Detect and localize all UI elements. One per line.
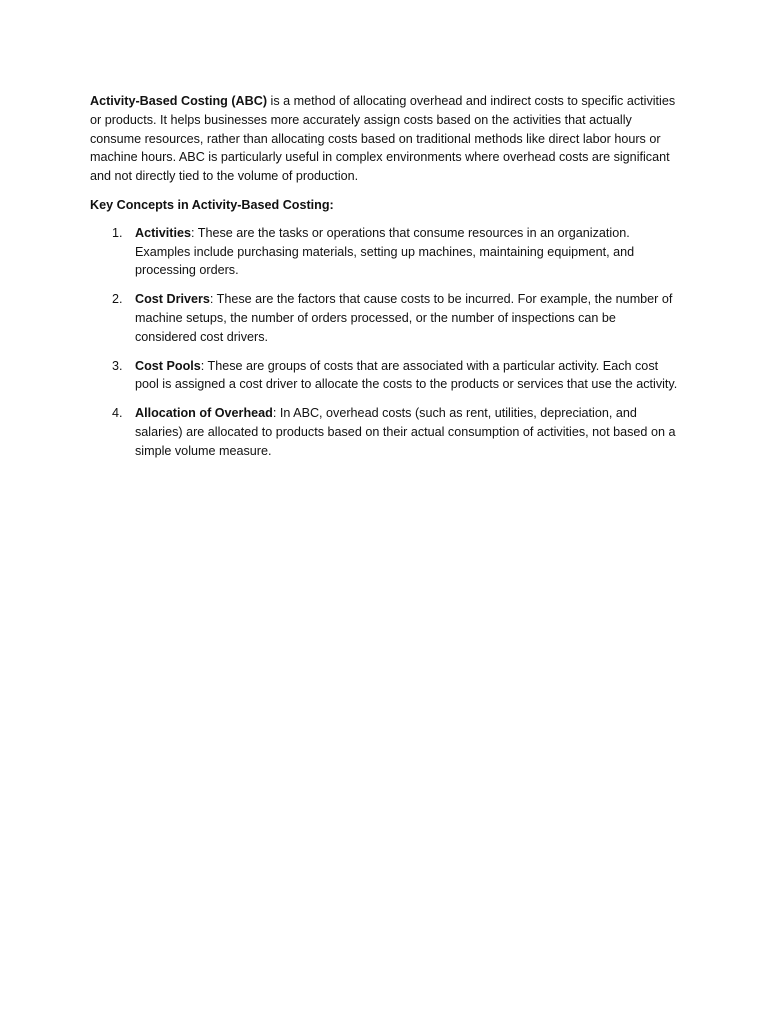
intro-term: Activity-Based Costing (ABC) [90, 94, 268, 108]
list-item-term: Cost Drivers [135, 292, 210, 307]
list-item-text: : These are groups of costs that are associated with a particular activity. Each cost pool is assigned a cost driver to allocate the costs to the products or services that use the activity. [135, 358, 678, 392]
list-item-cost-pools [90, 357, 680, 395]
list-item-text: : In ABC, overhead costs (such as rent, utilities, depreciation, and salaries) are allocated to products based on their actual consumption of activities, not based on a simple volume measure. [135, 406, 676, 458]
list-item-text: : These are the factors that cause costs to be incurred. For example, the number of machine setups, the number of orders processed, or the number of inspections can be considered cost drivers. [135, 292, 673, 344]
intro-text: is a method of allocating overhead and indirect costs to specific activities or products. It helps businesses more accurately assign costs based on the activities that actually consume resources, rather than allocating costs based on traditional methods like direct labor hours or machine hours. ABC is particularly useful in complex environments where overhead costs are significant and not directly tied to the volume of production. [90, 94, 676, 184]
concept-list [90, 224, 680, 461]
section-heading: Key Concepts in Activity-Based Costing: [90, 197, 334, 212]
intro-paragraph [90, 92, 680, 186]
list-item-cost-drivers [90, 290, 680, 346]
list-item-number: 1. [112, 225, 123, 240]
list-item-term: Cost Pools [135, 358, 201, 373]
list-item-term: Allocation of Overhead [135, 406, 273, 421]
list-item-activities [90, 224, 680, 280]
document-page [90, 92, 680, 471]
list-item-allocation-of-overhead [90, 404, 680, 460]
list-item-number: 3. [112, 358, 123, 373]
list-item-term: Activities [135, 225, 191, 240]
list-item-number: 2. [112, 292, 123, 307]
list-item-number: 4. [112, 406, 123, 421]
list-item-text: : These are the tasks or operations that consume resources in an organization. Examples include purchasing materials, setting up machines, maintaining equipment, and processing orders. [135, 225, 635, 278]
